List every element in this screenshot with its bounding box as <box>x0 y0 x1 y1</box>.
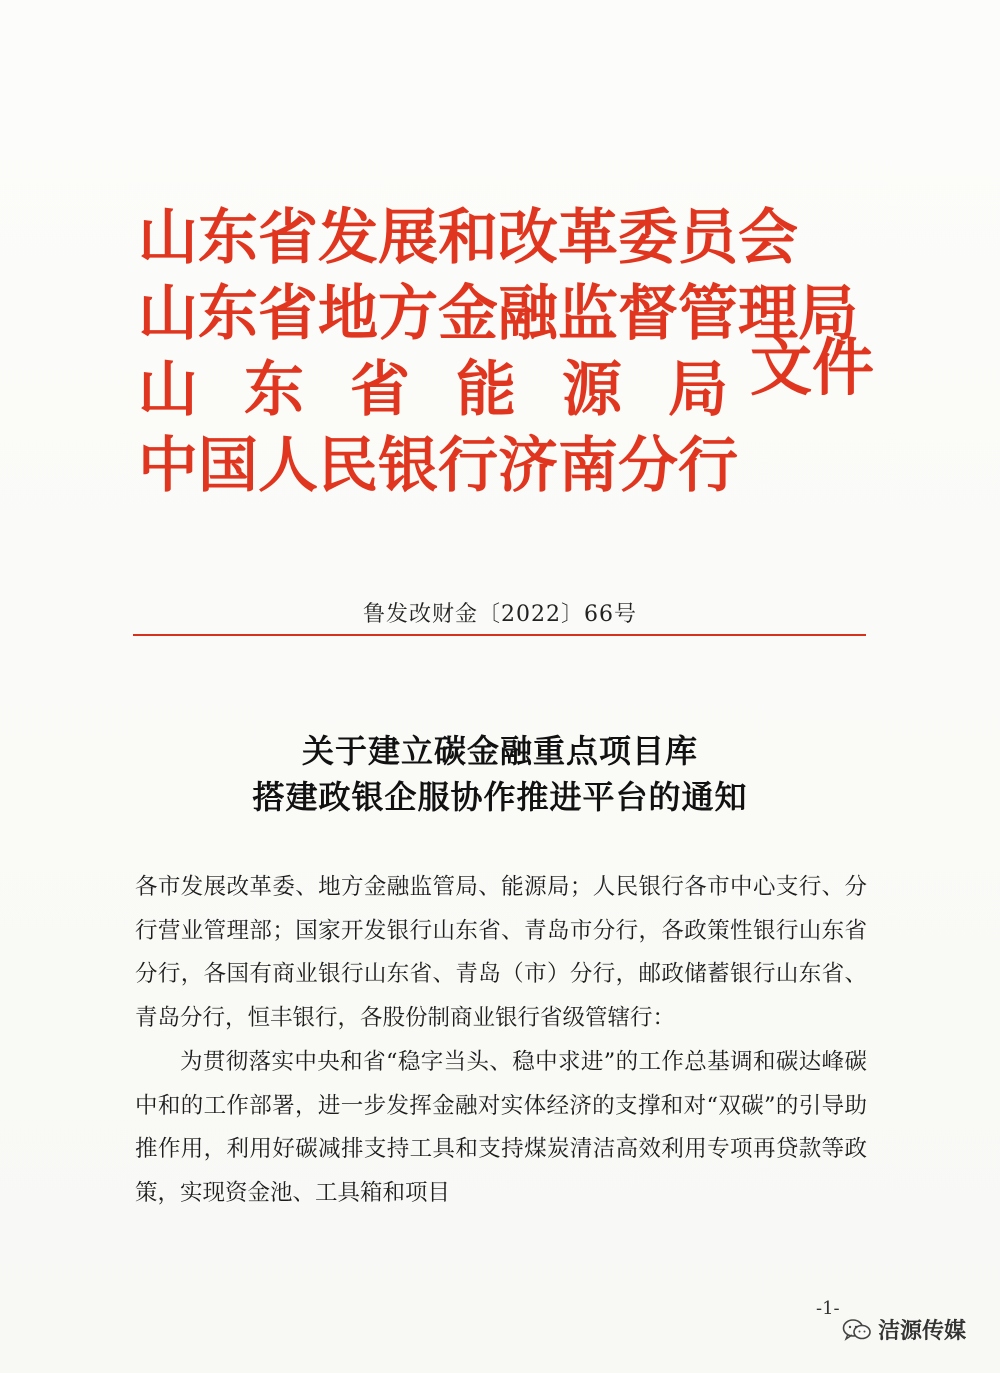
title-line-2: 搭建政银企服协作推进平台的通知 <box>252 778 748 816</box>
issuer-line-1: 山东省发展和改革委员会 <box>138 203 798 273</box>
watermark-text: 洁源传媒 <box>878 1319 967 1344</box>
document-type-label: 文件 <box>750 331 875 404</box>
issuer-line-2: 山东省地方金融监督管理局 <box>138 279 858 349</box>
issuer-line-3: 山东省能源局 <box>138 355 728 425</box>
page-number: -1- <box>816 1298 840 1319</box>
wechat-icon <box>842 1318 872 1342</box>
wechat-watermark <box>842 1314 966 1345</box>
document-number: 鲁发改财金〔2022〕66号 <box>363 602 637 627</box>
document-body <box>135 866 867 1216</box>
title-line-1: 关于建立碳金融重点项目库 <box>301 732 698 770</box>
addressee-paragraph: 各市发展改革委、地方金融监管局、能源局；人民银行各市中心支行、分行营业管理部；国家开发银行山东省、青岛市分行，各政策性银行山东省分行，各国有商业银行山东省、青岛（市）分行，邮政储蓄银行山东省、青岛分行，恒丰银行，各股份制商业银行省级管辖行： <box>135 874 867 1032</box>
body-paragraph: 为贯彻落实中央和省“稳字当头、稳中求进”的工作总基调和碳达峰碳中和的工作部署，进一步发挥金融对实体经济的支撑和对“双碳”的引导助推作用，利用好碳减排支持工具和支持煤炭清洁高效利用专项再贷款等政策，实现资金池、工具箱和项目 <box>135 1048 867 1206</box>
document-title <box>0 728 1000 820</box>
issuer-line-4: 中国人民银行济南分行 <box>138 431 738 501</box>
red-divider <box>133 634 866 636</box>
